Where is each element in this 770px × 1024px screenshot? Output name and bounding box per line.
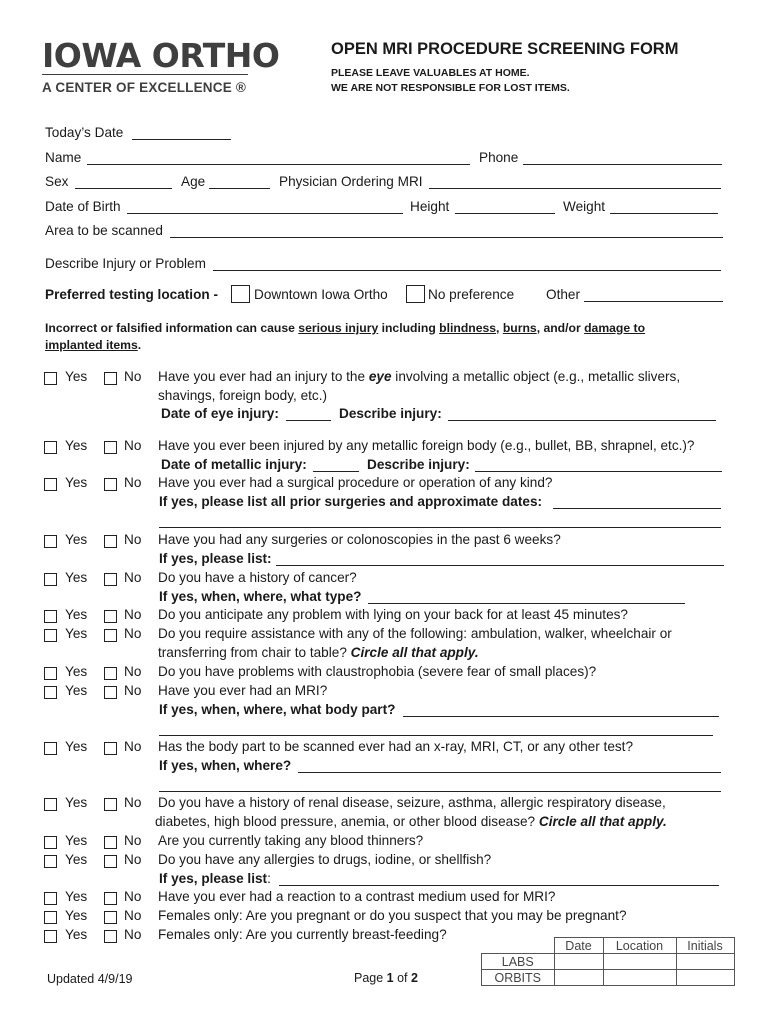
prior-imaging-details-label: If yes, when, where? (159, 758, 292, 773)
q11-no-checkbox[interactable] (104, 798, 117, 811)
sex-field[interactable] (75, 188, 172, 189)
metallic-injury-describe-field[interactable] (475, 471, 722, 472)
warning-text: Incorrect or falsified information can cause serious injury including blindness, burns, and/or damage to (45, 321, 646, 335)
q1-yes-label: Yes (65, 369, 88, 384)
physician-label: Physician Ordering MRI (279, 174, 423, 189)
height-field[interactable] (455, 213, 555, 214)
q9-yes-checkbox[interactable] (44, 686, 57, 699)
q11-yes-label: Yes (65, 795, 88, 810)
eye-injury-date-label: Date of eye injury: (161, 406, 279, 421)
cancer-details-field[interactable] (368, 603, 685, 604)
q13-no-checkbox[interactable] (104, 855, 117, 868)
prior-surgeries-field-2[interactable] (159, 527, 721, 528)
q8-no-checkbox[interactable] (104, 667, 117, 680)
q4-yes-label: Yes (65, 532, 88, 547)
q11-no-label: No (124, 795, 142, 810)
age-field[interactable] (209, 188, 270, 189)
q15-no-label: No (124, 908, 142, 923)
q-surgical-procedure: Have you ever had a surgical procedure or operation of any kind? (158, 475, 553, 490)
labs-table-corner (482, 938, 555, 954)
q9-no-checkbox[interactable] (104, 686, 117, 699)
q10-no-label: No (124, 739, 142, 754)
q-eye-injury: Have you ever had an injury to the eye involving a metallic object (e.g., metallic slivers, (158, 369, 681, 384)
lost-items-notice: WE ARE NOT RESPONSIBLE FOR LOST ITEMS. (331, 82, 570, 94)
height-label: Height (410, 199, 450, 214)
q10-yes-checkbox[interactable] (44, 742, 57, 755)
no-preference-checkbox[interactable] (406, 285, 425, 303)
q15-no-checkbox[interactable] (104, 911, 117, 924)
metallic-injury-describe-label: Describe injury: (367, 457, 470, 472)
todays-date-label: Today’s Date (45, 125, 124, 140)
recent-surgeries-list-label: If yes, please list: (159, 551, 272, 566)
previous-mri-details-field[interactable] (403, 716, 719, 717)
orbits-location-cell[interactable] (603, 970, 676, 986)
labs-date-cell[interactable] (554, 954, 603, 970)
q-pregnant: Females only: Are you pregnant or do you suspect that you may be pregnant? (158, 908, 627, 923)
page-number: Page 1 of 2 (354, 971, 418, 985)
dob-label: Date of Birth (45, 199, 121, 214)
q14-yes-checkbox[interactable] (44, 892, 57, 905)
q9-yes-label: Yes (65, 683, 88, 698)
eye-injury-date-field[interactable] (286, 420, 331, 421)
logo-tagline: A CENTER OF EXCELLENCE ® (42, 80, 247, 95)
orbits-date-cell[interactable] (554, 970, 603, 986)
q8-yes-label: Yes (65, 664, 88, 679)
q1-no-checkbox[interactable] (104, 372, 117, 385)
prior-surgeries-label: If yes, please list all prior surgeries and approximate dates: (159, 494, 543, 509)
dob-field[interactable] (127, 213, 403, 214)
q12-no-checkbox[interactable] (104, 836, 117, 849)
q-cancer-history: Do you have a history of cancer? (158, 570, 357, 585)
cancer-details-label: If yes, when, where, what type? (159, 589, 362, 604)
eye-injury-describe-label: Describe injury: (339, 406, 442, 421)
q-breast-feeding: Females only: Are you currently breast-feeding? (158, 927, 447, 942)
name-label: Name (45, 150, 82, 165)
q4-yes-checkbox[interactable] (44, 535, 57, 548)
q7-yes-label: Yes (65, 626, 88, 641)
no-preference-option-label: No preference (428, 287, 515, 302)
weight-field[interactable] (610, 213, 718, 214)
physician-field[interactable] (429, 188, 721, 189)
warning-text-cont: implanted items. (45, 338, 142, 352)
q3-yes-checkbox[interactable] (44, 478, 57, 491)
allergies-list-field[interactable] (279, 885, 719, 886)
q-metallic-injury: Have you ever been injured by any metallic foreign body (e.g., bullet, BB, shrapnel, etc.)? (158, 438, 695, 453)
q15-yes-label: Yes (65, 908, 88, 923)
injury-field[interactable] (213, 270, 721, 271)
q16-yes-label: Yes (65, 927, 88, 942)
q3-no-checkbox[interactable] (104, 478, 117, 491)
age-label: Age (181, 174, 206, 189)
eye-injury-describe-field[interactable] (448, 420, 716, 421)
q2-no-label: No (124, 438, 142, 453)
q-assistance: Do you require assistance with any of the following: ambulation, walker, wheelchair or (158, 626, 672, 641)
labs-orbits-table (481, 937, 735, 986)
allergies-list-label: If yes, please list: (159, 871, 271, 886)
labs-row-orbits: ORBITS (482, 970, 555, 986)
labs-header-initials: Initials (676, 938, 734, 954)
q14-yes-label: Yes (65, 889, 88, 904)
q3-no-label: No (124, 475, 142, 490)
labs-header-location: Location (603, 938, 676, 954)
previous-mri-details-field-2[interactable] (159, 735, 713, 736)
q7-yes-checkbox[interactable] (44, 629, 57, 642)
labs-row-labs: LABS (482, 954, 555, 970)
iowa-ortho-logo: IOWA ORTHO (42, 36, 280, 75)
location-label: Preferred testing location - (45, 287, 218, 302)
sex-label: Sex (45, 174, 69, 189)
orbits-initials-cell[interactable] (676, 970, 734, 986)
q7-no-label: No (124, 626, 142, 641)
recent-surgeries-field[interactable] (276, 565, 724, 566)
q-recent-surgeries: Have you had any surgeries or colonoscopies in the past 6 weeks? (158, 532, 561, 547)
q15-yes-checkbox[interactable] (44, 911, 57, 924)
previous-mri-details-label: If yes, when, where, what body part? (159, 702, 396, 717)
q6-no-label: No (124, 607, 142, 622)
q13-yes-label: Yes (65, 852, 88, 867)
q16-no-checkbox[interactable] (104, 930, 117, 943)
q-assistance-cont: transferring from chair to table? Circle all that apply. (158, 645, 479, 660)
q-eye-injury-cont: shavings, foreign body, etc.) (158, 388, 328, 403)
q5-yes-checkbox[interactable] (44, 573, 57, 586)
downtown-option-label: Downtown Iowa Ortho (254, 287, 388, 302)
q14-no-label: No (124, 889, 142, 904)
q5-no-label: No (124, 570, 142, 585)
q2-yes-checkbox[interactable] (44, 441, 57, 454)
q-medical-history: Do you have a history of renal disease, seizure, asthma, allergic respiratory disease, (158, 795, 666, 810)
q12-yes-checkbox[interactable] (44, 836, 57, 849)
q10-yes-label: Yes (65, 739, 88, 754)
q3-yes-label: Yes (65, 475, 88, 490)
labs-location-cell[interactable] (603, 954, 676, 970)
weight-label: Weight (563, 199, 606, 214)
q4-no-label: No (124, 532, 142, 547)
q5-no-checkbox[interactable] (104, 573, 117, 586)
q-medical-history-cont: diabetes, high blood pressure, anemia, or other blood disease? Circle all that apply. (155, 814, 667, 829)
q8-yes-checkbox[interactable] (44, 667, 57, 680)
q6-yes-label: Yes (65, 607, 88, 622)
q11-yes-checkbox[interactable] (44, 798, 57, 811)
metallic-injury-date-label: Date of metallic injury: (161, 457, 307, 472)
q10-no-checkbox[interactable] (104, 742, 117, 755)
phone-field[interactable] (523, 164, 722, 165)
q16-yes-checkbox[interactable] (44, 930, 57, 943)
todays-date-field[interactable] (132, 139, 231, 140)
q8-no-label: No (124, 664, 142, 679)
other-location-field[interactable] (584, 301, 723, 302)
q12-yes-label: Yes (65, 833, 88, 848)
q-lying-on-back: Do you anticipate any problem with lying on your back for at least 45 minutes? (158, 607, 628, 622)
q7-no-checkbox[interactable] (104, 629, 117, 642)
q5-yes-label: Yes (65, 570, 88, 585)
q-prior-imaging: Has the body part to be scanned ever had an x-ray, MRI, CT, or any other test? (158, 739, 634, 754)
area-label: Area to be scanned (45, 223, 163, 238)
q9-no-label: No (124, 683, 142, 698)
q4-no-checkbox[interactable] (104, 535, 117, 548)
labs-initials-cell[interactable] (676, 954, 734, 970)
q-blood-thinners: Are you currently taking any blood thinners? (158, 833, 424, 848)
metallic-injury-date-field[interactable] (313, 471, 359, 472)
injury-label: Describe Injury or Problem (45, 256, 206, 271)
q6-yes-checkbox[interactable] (44, 610, 57, 623)
name-field[interactable] (87, 164, 470, 165)
q-claustrophobia: Do you have problems with claustrophobia (severe fear of small places)? (158, 664, 597, 679)
prior-imaging-details-field[interactable] (298, 772, 721, 773)
prior-imaging-details-field-2[interactable] (159, 791, 721, 792)
prior-surgeries-field[interactable] (553, 508, 721, 509)
q13-no-label: No (124, 852, 142, 867)
q6-no-checkbox[interactable] (104, 610, 117, 623)
phone-label: Phone (479, 150, 519, 165)
q1-yes-checkbox[interactable] (44, 372, 57, 385)
logo-divider (42, 74, 248, 75)
q1-no-label: No (124, 369, 142, 384)
q2-no-checkbox[interactable] (104, 441, 117, 454)
area-field[interactable] (170, 237, 723, 238)
form-title: OPEN MRI PROCEDURE SCREENING FORM (331, 40, 679, 58)
downtown-checkbox[interactable] (231, 285, 250, 303)
updated-date: Updated 4/9/19 (47, 972, 133, 986)
q-contrast-reaction: Have you ever had a reaction to a contrast medium used for MRI? (158, 889, 556, 904)
q-previous-mri: Have you ever had an MRI? (158, 683, 328, 698)
other-option-label: Other (546, 287, 580, 302)
q14-no-checkbox[interactable] (104, 892, 117, 905)
valuables-notice: PLEASE LEAVE VALUABLES AT HOME. (331, 67, 530, 79)
q-allergies: Do you have any allergies to drugs, iodine, or shellfish? (158, 852, 492, 867)
q2-yes-label: Yes (65, 438, 88, 453)
q13-yes-checkbox[interactable] (44, 855, 57, 868)
q16-no-label: No (124, 927, 142, 942)
labs-header-date: Date (554, 938, 603, 954)
q12-no-label: No (124, 833, 142, 848)
